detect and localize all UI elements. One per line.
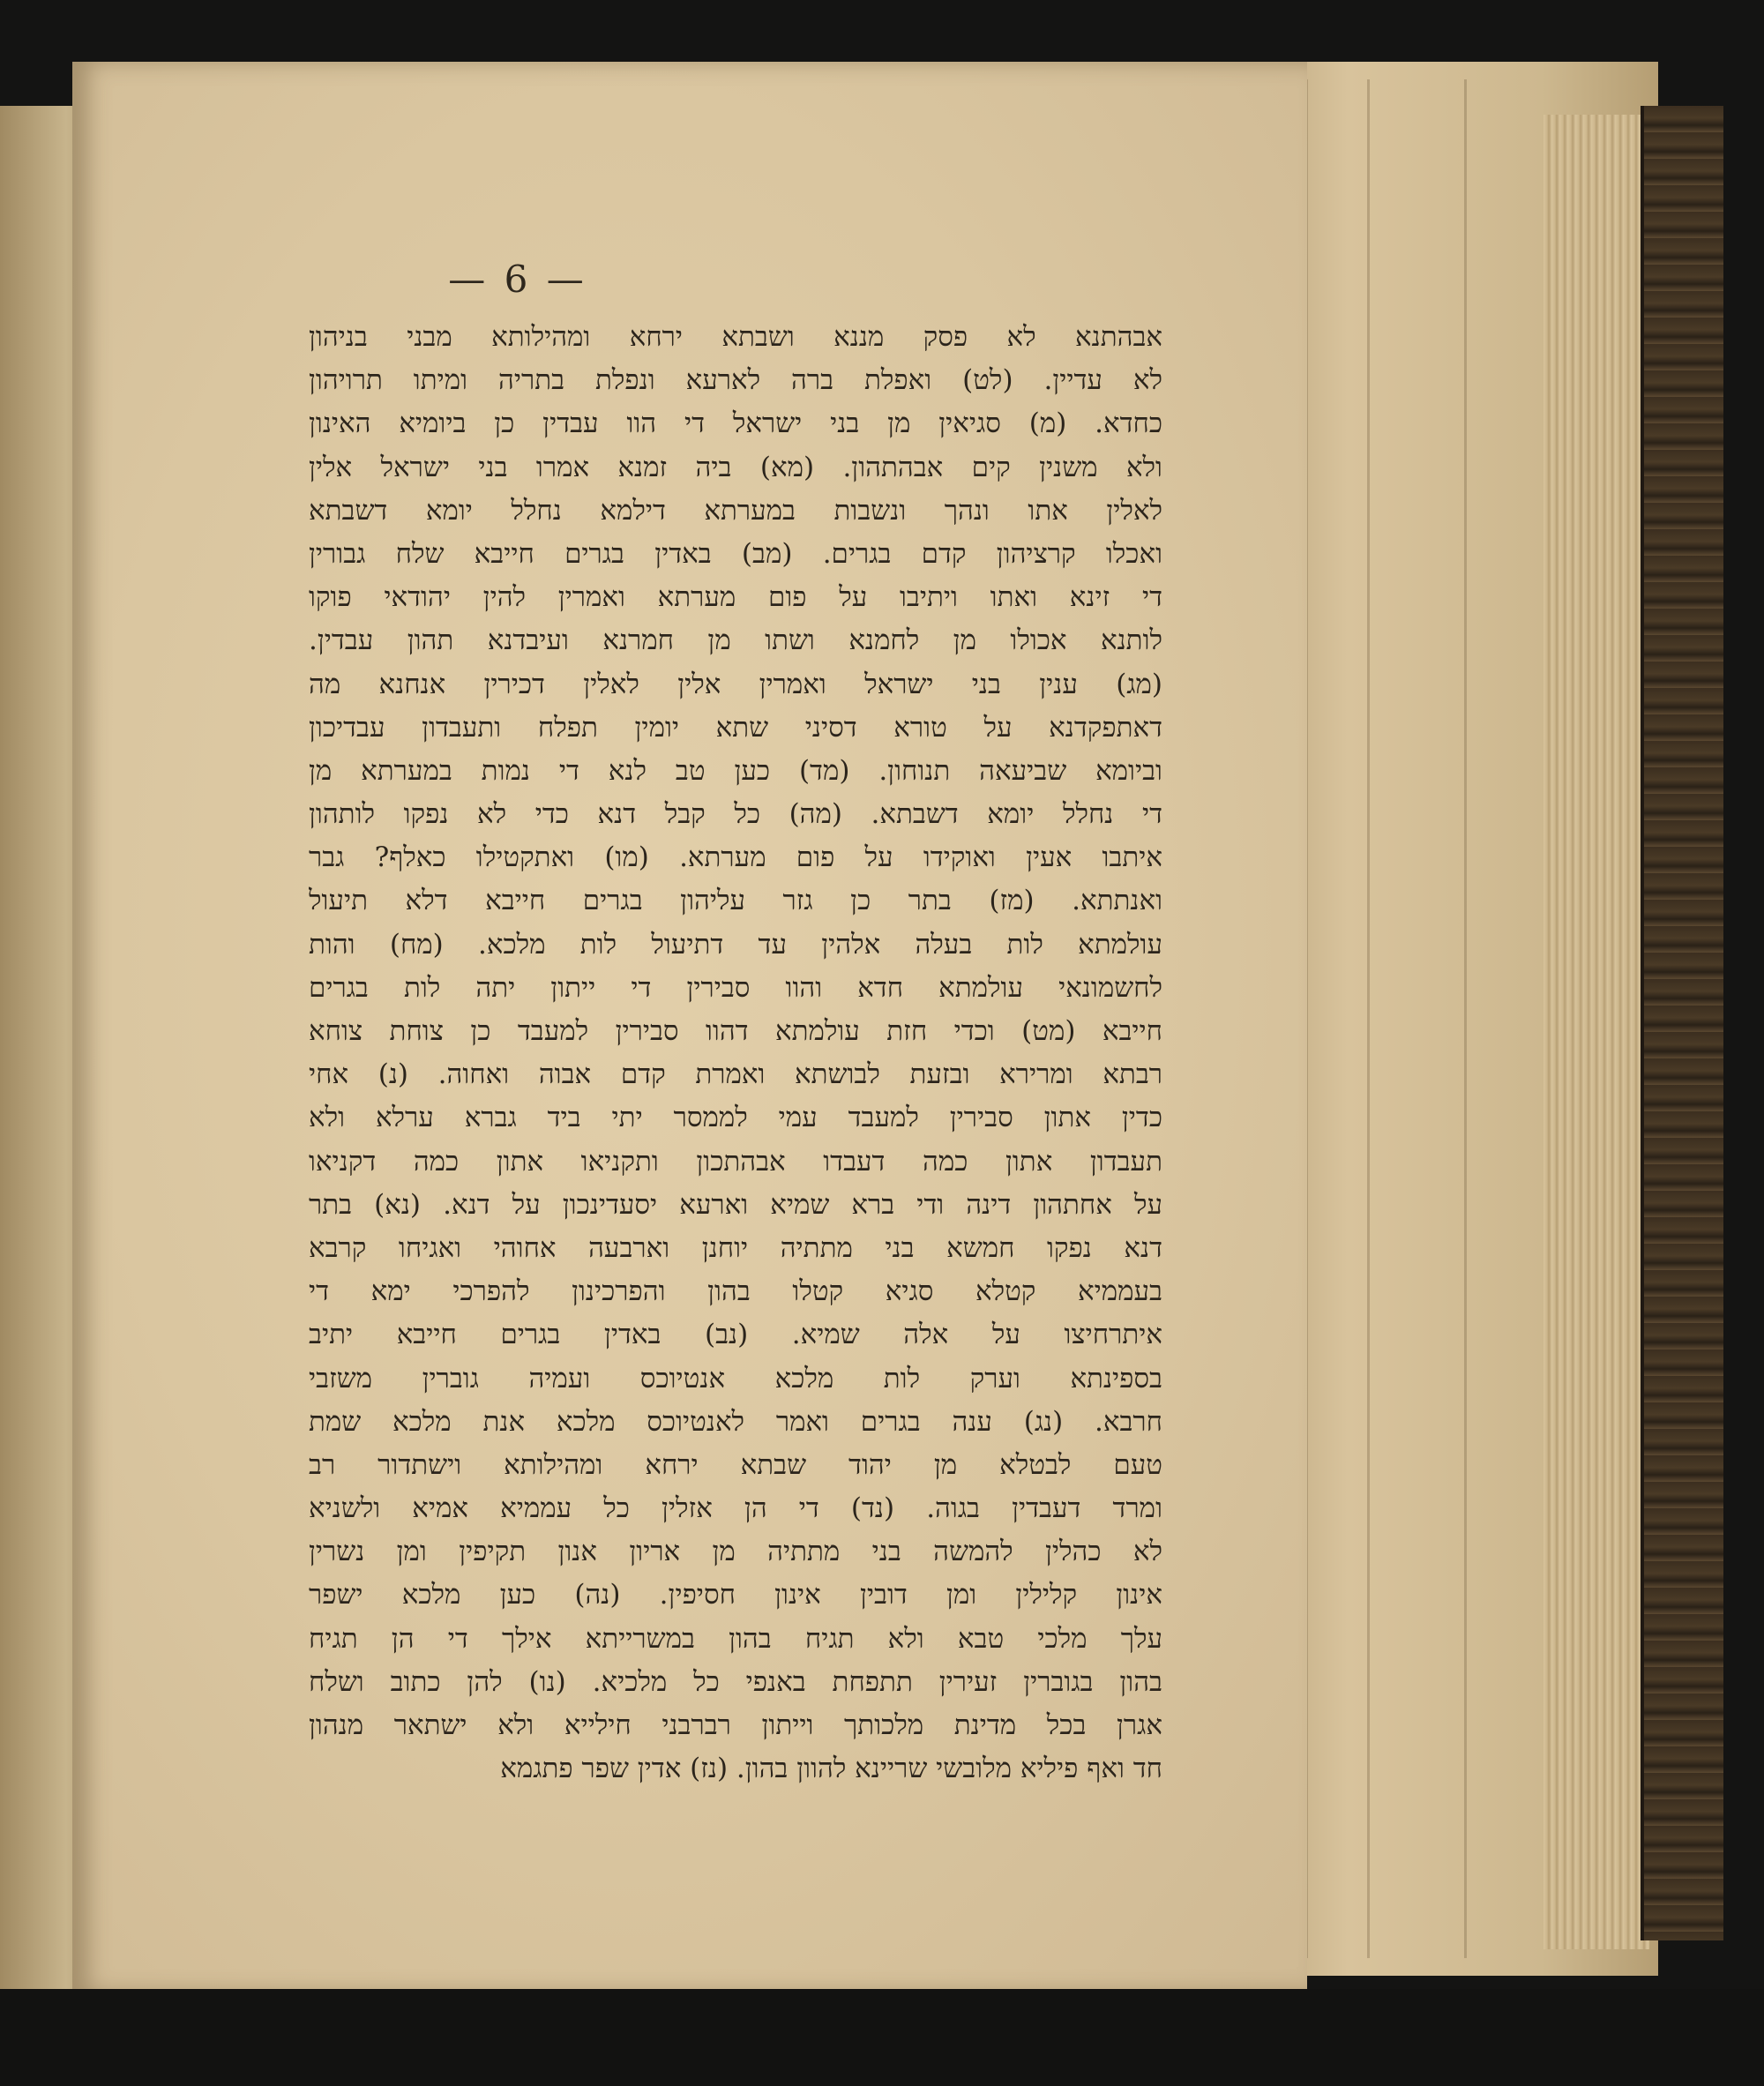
text-line: די נחלל יומא דשבתא. (מה) כל קבל דנא כדי לא נפקו לותהון xyxy=(309,798,1162,831)
text-line: ואכלו קרציהון קדם בגרים. (מב) באדין בגרים חייבא שלח גבורין xyxy=(309,537,1162,570)
text-line: די זינא ואתו ויתיבו על פום מערתא ואמרין להין יהודאי פוקו xyxy=(309,581,1162,614)
text-line: בהון בגוברין זעירין תתפחת באנפי כל מלכיא. (נו) להן כתוב ושלח xyxy=(309,1665,1162,1698)
text-line: לחשמונאי עולמתא חדא והוו סבירין די ייתון יתה לות בגרים xyxy=(309,971,1162,1004)
text-line: כחדא. (מ) סגיאין מן בני ישראל די הוו עבדין כן ביומיא האינון xyxy=(309,407,1162,440)
text-line: רבתא ומרירא ובזעת לבושתא ואמרת קדם אבוה ואחוה. (נ) אחי xyxy=(309,1058,1162,1091)
background-shadow xyxy=(0,1989,1764,2086)
text-line: כדין אתון סבירין למעבד עמי לממסר יתי ביד גברא ערלא ולא xyxy=(309,1102,1162,1134)
page-edge-line xyxy=(1367,79,1370,1958)
text-line: אבהתנא לא פסק מננא ושבתא ירחא ומהילותא מבני בניהון xyxy=(309,321,1162,353)
text-line: ואנתתא. (מז) בתר כן גזר עליהון בגרים חייבא דלא תיעול xyxy=(309,885,1162,917)
page-number: — 6 — xyxy=(448,258,587,301)
text-line: טעם לבטלא מן יהוד שבתא ירחא ומהילותא וישתדור רב xyxy=(309,1448,1162,1481)
text-line: בעממיא קטלא סגיא קטלו בהון והפרכינון להפרכי ימא די xyxy=(309,1275,1162,1308)
text-line: לותנא אכולו מן לחמנא ושתו מן חמרנא ועיבדנא תהון עבדין. xyxy=(309,624,1162,657)
text-line: על אחתהון דינה ודי ברא שמיא וארעא יסעדינכון על דנא. (נא) בתר xyxy=(309,1188,1162,1221)
book-fore-edge xyxy=(1544,115,1649,1949)
text-line: אגרן בכל מדינת מלכותך וייתון רברבני חילייא ולא ישתאר מנהון xyxy=(309,1709,1162,1741)
text-line: איתרחיצו על אלה שמיא. (נב) באדין בגרים חייבא יתיב xyxy=(309,1319,1162,1351)
text-line: דאתפקדנא על טורא דסיני שתא יומין תפלח ותעבדון עבדיכון xyxy=(309,711,1162,744)
text-line: (מג) ענין בני ישראל ואמרין אלין לאלין דכירין אנחנא מה xyxy=(309,668,1162,700)
text-line: חייבא (מט) וכדי חזת עולמתא דהוו סבירין למעבד כן צוחת צוחא xyxy=(309,1015,1162,1047)
text-line: עלך מלכי טבא ולא תגיח בהון במשרייתא אילך די הן תגיח xyxy=(309,1622,1162,1655)
hebrew-text-block xyxy=(309,316,1162,1791)
text-line: ולא משנין קים אבהתהון. (מא) ביה זמנא אמרו בני ישראל אלין xyxy=(309,451,1162,483)
book-page xyxy=(72,62,1307,1993)
text-line: לא עדיין. (לט) ואפלת ברה לארעא ונפלת בתריה ומיתו תרויהון xyxy=(309,364,1162,397)
text-line: דנא נפקו חמשא בני מתתיה יוחנן וארבעה אחוהי ואגיחו קרבא xyxy=(309,1231,1162,1264)
text-line: איתבו אעין ואוקידו על פום מערתא. (מו) ואתקטילו כאלף? גבר xyxy=(309,841,1162,874)
text-line: חד ואף פיליא מלובשי שריינא להוון בהון. (נז) אדין שפר פתגמא xyxy=(500,1753,1162,1785)
text-line: וביומא שביעאה תנוחון. (מד) כען טב לנא די נמות במערתא מן xyxy=(309,754,1162,787)
book-cover xyxy=(1641,106,1723,1940)
text-line: ומרד דעבדין בגוה. (נד) די הן אזלין כל עממיא אמיא ולשניא xyxy=(309,1492,1162,1525)
text-line: חרבא. (נג) ענה בגרים ואמר לאנטיוכס מלכא אנת מלכא שמת xyxy=(309,1405,1162,1438)
text-line: אינון קלילין ומן דובין אינון חסיפין. (נה) כען מלכא ישפר xyxy=(309,1579,1162,1611)
text-line: בספינתא וערק לות מלכא אנטיוכס ועמיה גוברין משזבי xyxy=(309,1362,1162,1394)
text-line: לאלין אתו ונהך ונשבות במערתא דילמא נחלל יומא דשבתא xyxy=(309,494,1162,527)
text-line: עולמתא לות בעלה אלהין עד דתיעול לות מלכא. (מח) והות xyxy=(309,928,1162,961)
page-edge-line xyxy=(1464,79,1467,1958)
text-line: לא כהלין להמשה בני מתתיה מן אריון אנון תקיפין ומן נשרין xyxy=(309,1536,1162,1568)
text-line: תעבדון אתון כמה דעבדו אבהתכון ותקניאו אתון כמה דקניאו xyxy=(309,1145,1162,1178)
